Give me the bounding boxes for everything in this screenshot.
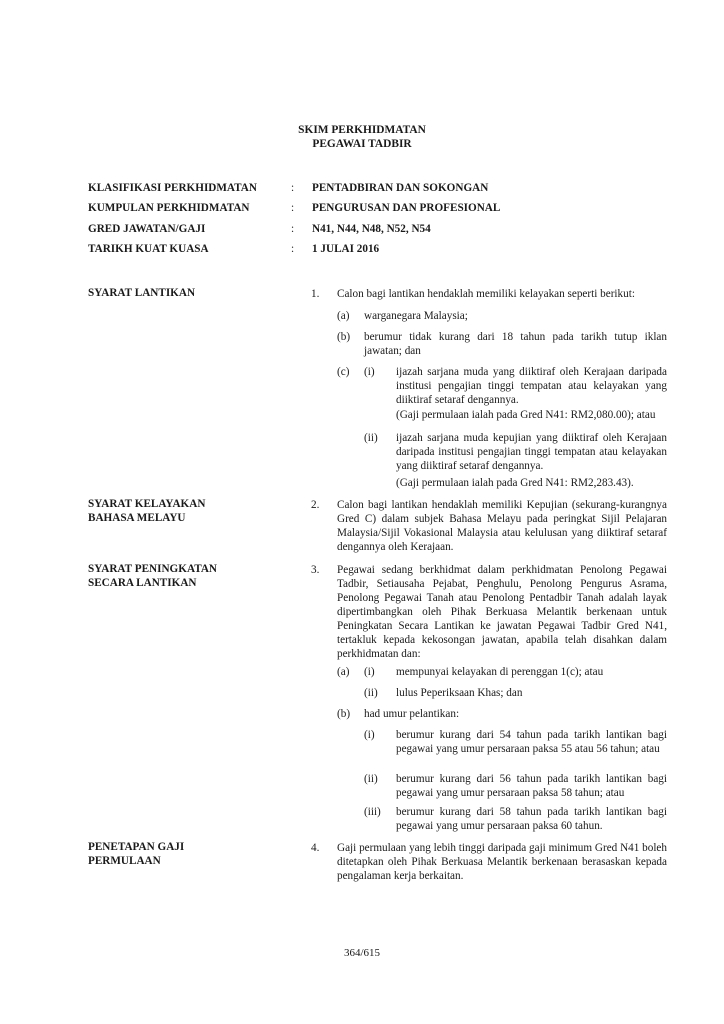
section-label-syarat-peningkatan (88, 563, 288, 590)
classification-table (88, 181, 668, 262)
item-text-1c-i: ijazah sarjana muda yang diiktiraf oleh Kerajaan daripada institusi pengajian tinggi tempatan atau kelayakan yang diiktiraf setaraf dengannya. (396, 366, 667, 406)
title-line-1: SKIM PERKHIDMATAN (298, 124, 426, 136)
pay-note-1c-i: (Gaji permulaan ialah pada Gred N41: RM2,080.00); atau (396, 409, 656, 421)
item-text-3a-ii: lulus Peperiksaan Khas; dan (396, 687, 523, 699)
section-number-1: 1. (311, 288, 320, 300)
section-3-text: Pegawai sedang berkhidmat dalam perkhidmatan Penolong Pegawai Tadbir, Setiausaha Pejabat, Penghulu, Penolong Pengurus Asrama, Penolong Pegawai Tanah atau Penolong Pentadbir Tanah adalah layak dipertimbangkan oleh Pihak Berkuasa Melantik berkenaan untuk Peningkatan Secara Lantikan ke jawatan Pegawai Tadbir Gred N41, tertakluk kepada kekosongan jawatan, apabila telah disahkan dalam perkhidmatan dan: (337, 564, 667, 660)
item-mark-3b: (b) (337, 708, 351, 720)
section-4-text: Gaji permulaan yang lebih tinggi daripada gaji minimum Gred N41 boleh ditetapkan oleh Pihak Berkuasa Melantik berkenaan berasaskan kepada pengalaman kerja berkaitan. (337, 842, 667, 882)
label-line: BAHASA MELAYU (88, 511, 186, 524)
meta-colon: : (291, 202, 295, 215)
meta-colon: : (291, 242, 295, 255)
section-label-syarat-kelayakan (88, 498, 288, 525)
item-mark-3a: (a) (337, 666, 350, 678)
meta-colon: : (291, 182, 295, 194)
item-mark-1c-ii: (ii) (364, 432, 378, 444)
meta-label: KUMPULAN PERKHIDMATAN (88, 202, 250, 215)
label-line: PENETAPAN GAJI (88, 841, 185, 853)
title-line-2: PEGAWAI TADBIR (312, 137, 412, 150)
item-mark-3a-ii: (ii) (364, 687, 378, 699)
item-mark-3b-iii: (iii) (364, 806, 381, 818)
item-mark-3b-i: (i) (364, 729, 375, 741)
item-text-1b: berumur tidak kurang dari 18 tahun pada tarikh tutup iklan jawatan; dan (364, 331, 667, 357)
item-mark-3b-ii: (ii) (364, 773, 378, 785)
meta-value: 1 JULAI 2016 (312, 242, 380, 255)
meta-value: N41, N44, N48, N52, N54 (312, 222, 431, 235)
section-number-2: 2. (311, 499, 320, 511)
section-label-syarat-lantikan: SYARAT LANTIKAN (88, 287, 196, 299)
item-text-3b-i: berumur kurang dari 54 tahun pada tarikh lantikan bagi pegawai yang umur persaraan paksa 55 atau 56 tahun; atau (396, 729, 667, 755)
meta-row-tarikh (88, 242, 668, 262)
item-text-1c-ii: ijazah sarjana muda kepujian yang diiktiraf oleh Kerajaan daripada institusi pengajian tinggi tempatan atau kelayakan yang diiktiraf setaraf dengannya. (396, 432, 667, 472)
meta-label: TARIKH KUAT KUASA (88, 242, 209, 255)
item-text-3a-i: mempunyai kelayakan di perenggan 1(c); atau (396, 666, 604, 678)
item-text-3b-iii: berumur kurang dari 58 tahun pada tarikh lantikan bagi pegawai yang umur persaraan paksa 60 tahun. (396, 806, 667, 832)
item-text-1a: warganegara Malaysia; (364, 310, 468, 322)
item-mark-1c-i: (i) (364, 366, 375, 378)
item-mark-1c: (c) (337, 366, 350, 378)
meta-label: KLASIFIKASI PERKHIDMATAN (88, 182, 257, 194)
meta-row-klasifikasi (88, 181, 668, 201)
item-text-3b: had umur pelantikan: (364, 708, 460, 720)
item-mark-1a: (a) (337, 310, 350, 322)
section-number-4: 4. (311, 842, 320, 854)
section-1-intro: Calon bagi lantikan hendaklah memiliki kelayakan seperti berikut: (337, 288, 635, 300)
item-mark-3a-i: (i) (364, 666, 375, 678)
label-line: PERMULAAN (88, 854, 161, 867)
meta-row-kumpulan (88, 201, 668, 221)
section-2-text: Calon bagi lantikan hendaklah memiliki Kepujian (sekurang-kurangnya Gred C) dalam subjek Bahasa Melayu pada peringkat Sijil Pelajaran Malaysia/Sijil Vokasional Malaysia atau kelulusan yang diiktiraf setaraf dengannya oleh Kerajaan. (337, 499, 667, 553)
meta-label: GRED JAWATAN/GAJI (88, 222, 206, 235)
label-line: SYARAT PENINGKATAN (88, 563, 217, 575)
label-line: SYARAT KELAYAKAN (88, 498, 206, 510)
label-line: SECARA LANTIKAN (88, 576, 197, 589)
item-mark-1b: (b) (337, 331, 351, 343)
pay-note-1c-ii: (Gaji permulaan ialah pada Gred N41: RM2,283.43). (396, 477, 634, 489)
meta-colon: : (291, 222, 295, 235)
meta-value: PENTADBIRAN DAN SOKONGAN (312, 182, 489, 194)
meta-value: PENGURUSAN DAN PROFESIONAL (312, 202, 501, 215)
section-label-penetapan-gaji (88, 841, 288, 868)
document-title (0, 124, 724, 151)
item-text-3b-ii: berumur kurang dari 56 tahun pada tarikh lantikan bagi pegawai yang umur persaraan paksa 58 tahun; atau (396, 773, 667, 799)
page-number: 364/615 (343, 947, 381, 959)
section-number-3: 3. (311, 564, 320, 576)
meta-row-gred (88, 222, 668, 242)
